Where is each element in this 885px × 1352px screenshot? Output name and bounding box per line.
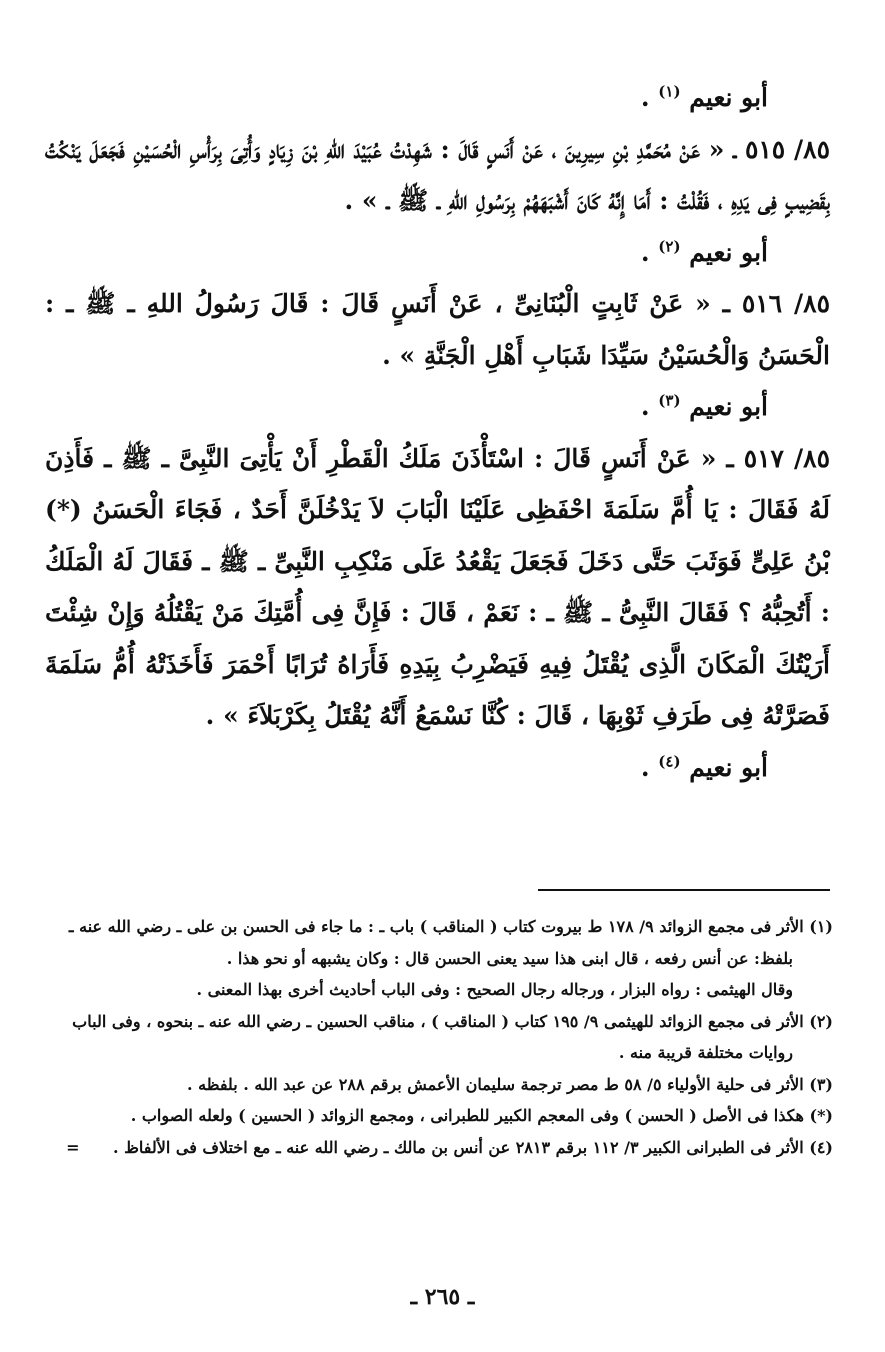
source-line — [45, 72, 830, 124]
footnote-1: (١) الأثر فى مجمع الزوائد ٩/ ١٧٨ ط بيروت كتاب ( المناقب ) باب ـ : ما جاء فى الحسن بن على ـ رضي الله عنه ـ — [68, 917, 833, 936]
footnote-ref: (٣) — [658, 391, 681, 410]
hadith-text — [45, 72, 830, 793]
footnote-ref: (٢) — [658, 237, 681, 256]
footnote-1-cont: بلفظ: عن أنس رفعه ، قال ابنى هذا سيد يعنى الحسن قال : وكان يشبهه أو نحو هذا . — [226, 948, 793, 968]
footnote-3: (٣) الأثر فى حلية الأولياء ٥/ ٥٨ ط مصر ترجمة سليمان الأعمش برقم ٢٨٨ عن عبد الله . بلفظه . — [186, 1074, 833, 1094]
footnotes — [43, 911, 833, 1163]
hadith-515: ٨٥/ ٥١٥ ـ « عَنْ مُحَمَّدِ بْنِ سِيرِينَ ، عَنْ أَنَسٍ قَالَ : شَهِدْتُ عُبَيْدَ اللهِ بْنَ زِيَادٍ وَأُتِىَ بِرَأْسِ الْحُسَيْنِ فَجَعَلَ يَنْكُتُ بِقَضِيبٍ فِى يَدِهِ ، فَقُلْتُ : أَمَا إِنَّهُ كَانَ أَشْبَهَهُمْ بِرَسُولِ اللهِ ـ ﷺ ـ » . — [45, 134, 830, 215]
hadith-516: ٨٥/ ٥١٦ ـ « عَنْ ثَابِتٍ الْبُنَانِىِّ ، عَنْ أَنَسٍ قَالَ : قَالَ رَسُولُ اللهِ ـ ﷺ ـ : الْحَسَنُ وَالْحُسَيْنُ سَيِّدَا شَبَابِ أَهْلِ الْجَنَّةِ » . — [45, 289, 830, 370]
source-name: أبو نعيم — [689, 752, 768, 782]
source-line — [45, 381, 830, 433]
source-name: أبو نعيم — [689, 237, 768, 267]
page-number: ـ ٢٦٥ ـ — [410, 1284, 475, 1310]
footnote-ref: (٤) — [658, 752, 681, 771]
footnote-1-cont: وقال الهيثمى : رواه البزار ، ورجاله رجال الصحيح : وفى الباب أحاديث أخرى بهذا المعنى . — [196, 980, 793, 999]
punct: . — [640, 752, 659, 782]
punct: . — [640, 392, 659, 421]
footnote-4 — [43, 1132, 833, 1164]
footnote-star: (*) هكذا فى الأصل ( الحسن ) وفى المعجم الكبير للطبرانى ، ومجمع الزوائد ( الحسين ) ولعله الصواب . — [130, 1106, 833, 1125]
footnote-2: (٢) الأثر فى مجمع الزوائد للهيثمى ٩/ ١٩٥ كتاب ( المناقب ) ، مناقب الحسين ـ رضي الله عنه ـ بنحوه ، وفى الباب — [72, 1011, 833, 1031]
source-line — [45, 742, 830, 794]
source-line — [45, 227, 830, 279]
footnote-divider — [538, 889, 830, 891]
footnote-4-text: (٤) الأثر فى الطبرانى الكبير ٣/ ١١٢ برقم ٢٨١٣ عن أنس بن مالك ـ رضي الله عنه ـ مع اختلاف فى الألفاظ . — [112, 1137, 833, 1157]
continuation-mark: = — [66, 1137, 80, 1157]
punct: . — [640, 83, 659, 112]
hadith-517: ٨٥/ ٥١٧ ـ « عَنْ أَنَسٍ قَالَ : اسْتَأْذَنَ مَلَكُ الْقَطْرِ أَنْ يَأْتِىَ النَّبِىَّ ـ ﷺ ـ فَأَذِنَ لَهُ فَقَالَ : يَا أُمَّ سَلَمَةَ احْفَظِى عَلَيْنَا الْبَابَ لاَ يَدْخُلَنَّ أَحَدٌ ، فَجَاءَ الْحَسَنُ (*) بْنُ عَلِىٍّ فَوَثَبَ حَتَّى دَخَلَ فَجَعَلَ يَقْعُدُ عَلَى مَنْكِبِ النَّبِىِّ ـ ﷺ ـ فَقَالَ لَهُ الْمَلَكُ : أَتُحِبُّهُ ؟ فَقَالَ النَّبِىُّ ـ ﷺ ـ : نَعَمْ ، قَالَ : فَإِنَّ فِى أُمَّتِكَ مَنْ يَقْتُلُهُ وَإِنْ شِئْتَ أَرَيْتُكَ الْمَكَانَ الَّذِى يُقْتَلُ فِيهِ فَيَضْرِبُ بِيَدِهِ فَأَرَاهُ تُرَابًا أَحْمَرَ فَأَخَذَتْهُ أُمُّ سَلَمَةَ فَصَرَّتْهُ فِى طَرَفِ ثَوْبِهَا ، قَالَ : كُنَّا نَسْمَعُ أَنَّهُ يُقْتَلُ بِكَرْبَلاَءَ » . — [45, 443, 830, 730]
footnote-2-cont: روايات مختلفة قريبة منه . — [618, 1043, 793, 1062]
punct: . — [640, 237, 659, 267]
footnote-ref: (١) — [658, 82, 681, 101]
source-name: أبو نعيم — [689, 83, 768, 112]
source-name: أبو نعيم — [689, 392, 768, 421]
